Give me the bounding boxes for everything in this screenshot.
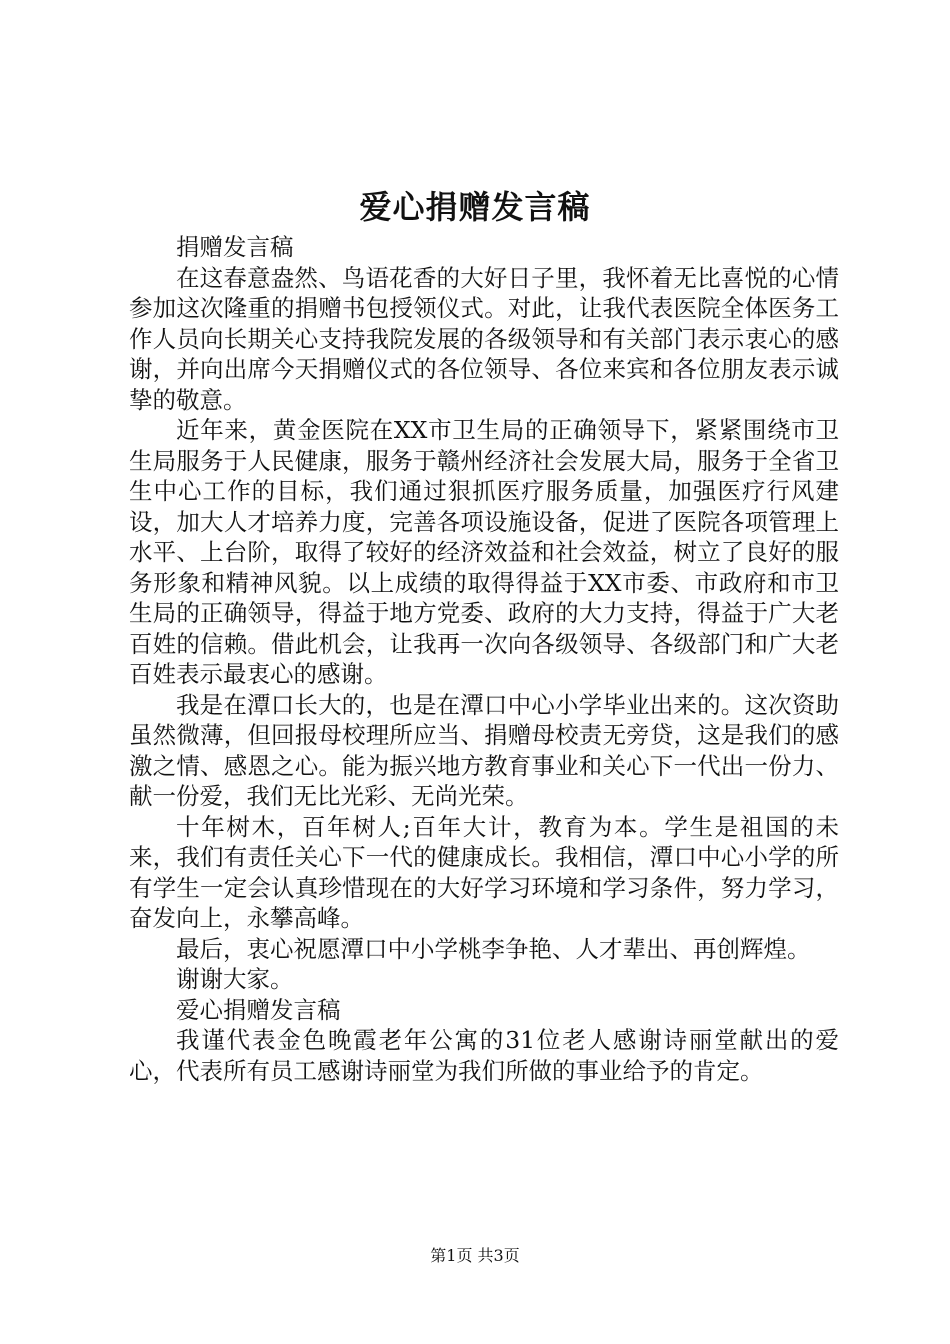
section-heading: 捐赠发言稿	[176, 233, 294, 261]
paragraph: 我谨代表金色晚霞老年公寓的31位老人感谢诗丽堂献出的爱心，代表所有员工感谢诗丽堂为我们所做的事业给予的肯定。	[129, 1026, 839, 1085]
paragraph: 我是在潭口长大的，也是在潭口中心小学毕业出来的。这次资助虽然微薄，但回报母校理所应当、捐赠母校责无旁贷，这是我们的感激之情、感恩之心。能为振兴地方教育事业和关心下一代出一份力、献一份爱，我们无比光彩、无尚光荣。	[129, 690, 839, 810]
page-number-footer: 第1页 共3页	[430, 1246, 520, 1265]
paragraph: 十年树木，百年树人;百年大计，教育为本。学生是祖国的未来，我们有责任关心下一代的健康成长。我相信，潭口中心小学的所有学生一定会认真珍惜现在的大好学习环境和学习条件，努力学习，奋发向上，永攀高峰。	[129, 812, 839, 932]
paragraph: 近年来，黄金医院在XX市卫生局的正确领导下，紧紧围绕市卫生局服务于人民健康，服务于赣州经济社会发展大局，服务于全省卫生中心工作的目标，我们通过狠抓医疗服务质量，加强医疗行风建设，加大人才培养力度，完善各项设施设备，促进了医院各项管理上水平、上台阶，取得了较好的经济效益和社会效益，树立了良好的服务形象和精神风貌。以上成绩的取得得益于XX市委、市政府和市卫生局的正确领导，得益于地方党委、政府的大力支持，得益于广大老百姓的信赖。借此机会，让我再一次向各级领导、各级部门和广大老百姓表示最衷心的感谢。	[129, 416, 839, 688]
document-title: 爱心捐赠发言稿	[359, 188, 591, 226]
paragraph: 谢谢大家。	[176, 965, 294, 993]
paragraph: 在这春意盎然、鸟语花香的大好日子里，我怀着无比喜悦的心情参加这次隆重的捐赠书包授领仪式。对此，让我代表医院全体医务工作人员向长期关心支持我院发展的各级领导和有关部门表示衷心的感谢，并向出席今天捐赠仪式的各位领导、各位来宾和各位朋友表示诚挚的敬意。	[129, 263, 839, 414]
paragraph: 最后，衷心祝愿潭口中小学桃李争艳、人才辈出、再创辉煌。	[176, 934, 811, 963]
section-heading: 爱心捐赠发言稿	[176, 995, 341, 1024]
document-body	[129, 232, 839, 1086]
